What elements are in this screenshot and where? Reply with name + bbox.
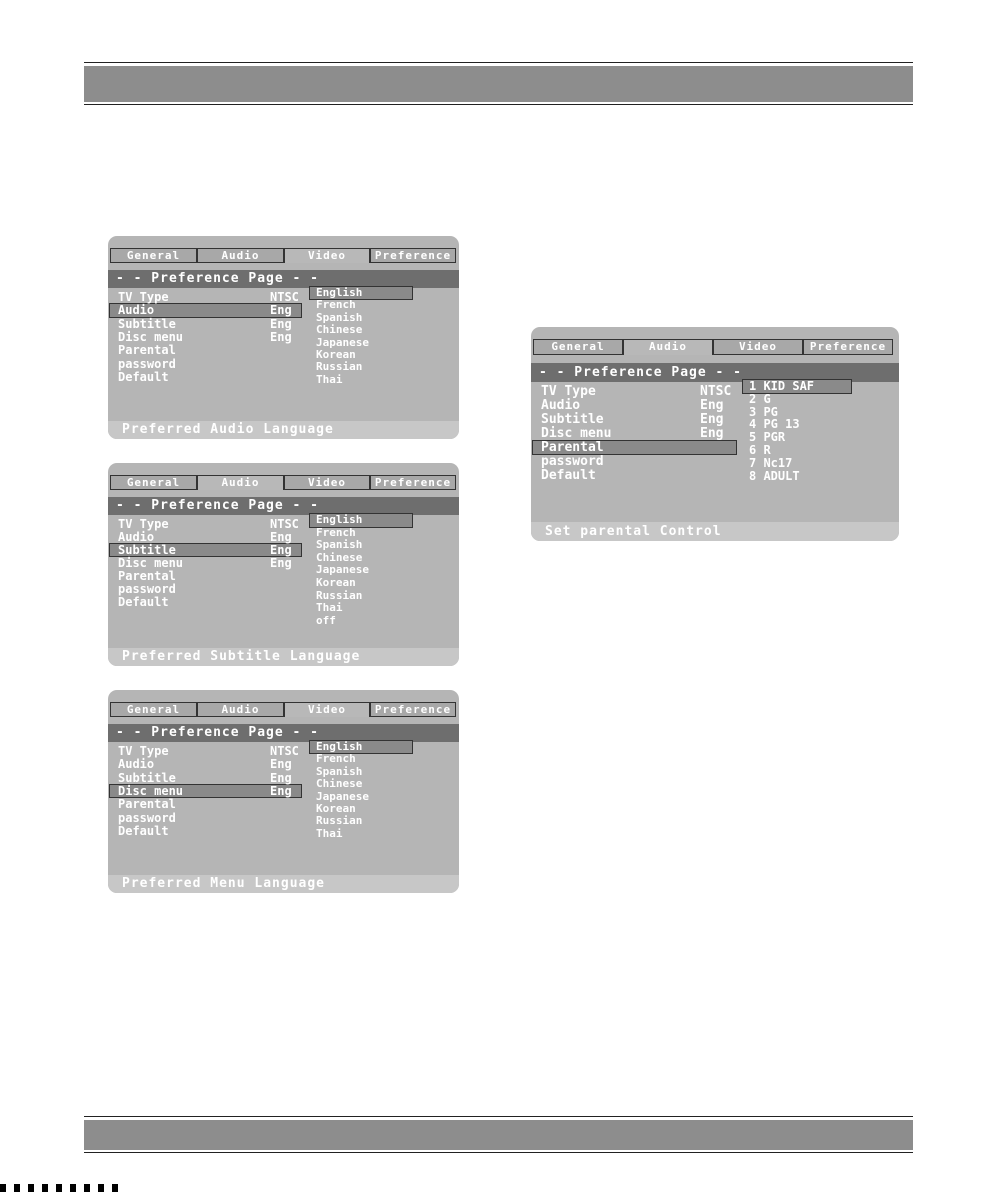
option-item[interactable]: French [316, 752, 356, 766]
page-title: - - Preference Page - - [108, 270, 459, 288]
menu-item-disc-menu[interactable]: Disc menu [541, 426, 612, 441]
option-item[interactable]: Korean [316, 348, 356, 361]
tab-general[interactable]: General [533, 339, 623, 355]
menu-item-tv-type[interactable]: TV Type [118, 290, 169, 304]
option-item[interactable]: 5 PGR [749, 430, 786, 445]
tab-general[interactable]: General [110, 475, 197, 490]
tab-preference[interactable]: Preference [803, 339, 893, 355]
option-item[interactable]: 8 ADULT [749, 468, 800, 483]
option-item[interactable]: Chinese [316, 550, 363, 564]
option-item[interactable]: 2 G [749, 391, 771, 406]
menu-item-password[interactable]: password [118, 356, 176, 371]
page-title: - - Preference Page - - [531, 363, 899, 382]
tab-video[interactable]: Video [713, 339, 803, 355]
menu-item-value: Eng [270, 757, 292, 772]
menu-item-value: Eng [270, 316, 292, 331]
menu-item-default[interactable]: Default [118, 369, 169, 384]
option-item[interactable]: 4 PG 13 [749, 417, 800, 432]
option-item[interactable]: Chinese [316, 323, 363, 337]
menu-item-password[interactable]: password [541, 454, 604, 469]
menu-item-password[interactable]: password [118, 810, 176, 825]
menu-item-audio[interactable]: Audio [118, 530, 155, 544]
osd-menu-panel [108, 690, 459, 893]
option-item[interactable]: off [316, 613, 336, 627]
footer-rule-bottom [84, 1152, 913, 1153]
menu-item-value: Eng [270, 543, 292, 557]
status-line: Preferred Subtitle Language [108, 648, 459, 666]
option-item[interactable]: Thai [316, 601, 343, 615]
menu-item-value: Eng [700, 412, 724, 427]
menu-item-tv-type[interactable]: TV Type [118, 517, 169, 531]
menu-item-value: Eng [270, 783, 292, 798]
menu-item-value: NTSC [700, 384, 732, 399]
option-item[interactable]: Japanese [316, 789, 369, 803]
menu-item-parental[interactable]: Parental [118, 569, 176, 583]
option-item[interactable]: Korean [316, 576, 356, 589]
menu-item-value: Eng [700, 426, 724, 441]
tab-audio[interactable]: Audio [623, 339, 713, 355]
menu-item-disc-menu[interactable]: Disc menu [118, 329, 184, 344]
menu-item-parental[interactable]: Parental [541, 440, 604, 455]
menu-item-password[interactable]: password [118, 582, 176, 596]
menu-tab-bar [110, 702, 456, 717]
header-rule-top [84, 62, 913, 63]
option-item[interactable]: French [316, 298, 356, 312]
option-item[interactable]: 3 PG [749, 404, 778, 419]
option-item[interactable]: English [316, 286, 363, 299]
menu-item-subtitle[interactable]: Subtitle [118, 316, 176, 331]
option-item[interactable]: Spanish [316, 310, 363, 324]
tab-video[interactable]: Video [284, 475, 370, 490]
status-line: Set parental Control [531, 522, 899, 541]
tab-audio[interactable]: Audio [197, 248, 284, 263]
option-item[interactable]: Japanese [316, 563, 369, 577]
option-item[interactable]: Russian [316, 814, 363, 828]
tab-preference[interactable]: Preference [370, 702, 456, 717]
menu-item-subtitle[interactable]: Subtitle [118, 543, 176, 557]
tab-audio[interactable]: Audio [197, 475, 284, 490]
header-rule-bottom [84, 104, 913, 105]
menu-tab-bar [533, 339, 893, 355]
status-line: Preferred Audio Language [108, 421, 459, 439]
page-title: - - Preference Page - - [108, 497, 459, 515]
option-item[interactable]: English [316, 513, 363, 526]
option-item[interactable]: Thai [316, 826, 343, 840]
footer-band [84, 1120, 913, 1150]
menu-item-value: Eng [270, 303, 292, 318]
menu-item-default[interactable]: Default [541, 468, 596, 483]
option-item[interactable]: English [316, 740, 363, 753]
menu-item-tv-type[interactable]: TV Type [118, 744, 169, 758]
menu-item-value: NTSC [270, 744, 299, 758]
tab-preference[interactable]: Preference [370, 475, 456, 490]
menu-item-tv-type[interactable]: TV Type [541, 384, 596, 399]
tab-audio[interactable]: Audio [197, 702, 284, 717]
option-item[interactable]: 1 KID SAF [749, 379, 815, 393]
osd-menu-panel [108, 463, 459, 666]
osd-menu-panel [108, 236, 459, 439]
menu-item-value: Eng [700, 398, 724, 413]
option-item[interactable]: French [316, 525, 356, 539]
menu-item-parental[interactable]: Parental [118, 797, 176, 812]
option-item[interactable]: Spanish [316, 538, 363, 552]
menu-item-value: NTSC [270, 290, 299, 304]
tab-general[interactable]: General [110, 248, 197, 263]
osd-menu-panel [531, 327, 899, 541]
option-item[interactable]: 7 Nc17 [749, 455, 793, 470]
menu-item-default[interactable]: Default [118, 595, 169, 609]
menu-item-value: Eng [270, 329, 292, 344]
status-line: Preferred Menu Language [108, 875, 459, 893]
menu-item-parental[interactable]: Parental [118, 343, 176, 358]
menu-item-audio[interactable]: Audio [118, 303, 155, 318]
tab-video[interactable]: Video [284, 702, 370, 717]
menu-item-value: NTSC [270, 517, 299, 531]
menu-item-value: Eng [270, 530, 292, 544]
option-item[interactable]: Japanese [316, 335, 369, 349]
tab-preference[interactable]: Preference [370, 248, 456, 263]
tab-general[interactable]: General [110, 702, 197, 717]
page-title: - - Preference Page - - [108, 724, 459, 742]
option-item[interactable]: Korean [316, 802, 356, 815]
menu-item-disc-menu[interactable]: Disc menu [118, 556, 184, 570]
tab-video[interactable]: Video [284, 248, 370, 263]
option-item[interactable]: Spanish [316, 764, 363, 778]
menu-item-subtitle[interactable]: Subtitle [541, 412, 604, 427]
option-item[interactable]: Russian [316, 588, 363, 602]
menu-item-audio[interactable]: Audio [541, 398, 581, 413]
menu-item-default[interactable]: Default [118, 823, 169, 838]
header-band [84, 66, 913, 102]
menu-item-audio[interactable]: Audio [118, 757, 155, 772]
menu-tab-bar [110, 248, 456, 263]
option-item[interactable]: Russian [316, 360, 363, 374]
option-item[interactable]: Chinese [316, 777, 363, 791]
menu-item-value: Eng [270, 770, 292, 785]
option-item[interactable]: 6 R [749, 443, 771, 457]
option-item[interactable]: Thai [316, 372, 343, 386]
menu-tab-bar [110, 475, 456, 490]
menu-item-disc-menu[interactable]: Disc menu [118, 783, 184, 798]
footer-rule-top [84, 1116, 913, 1117]
page-edge-marks [0, 1184, 120, 1192]
menu-item-value: Eng [270, 556, 292, 570]
menu-item-subtitle[interactable]: Subtitle [118, 770, 176, 785]
